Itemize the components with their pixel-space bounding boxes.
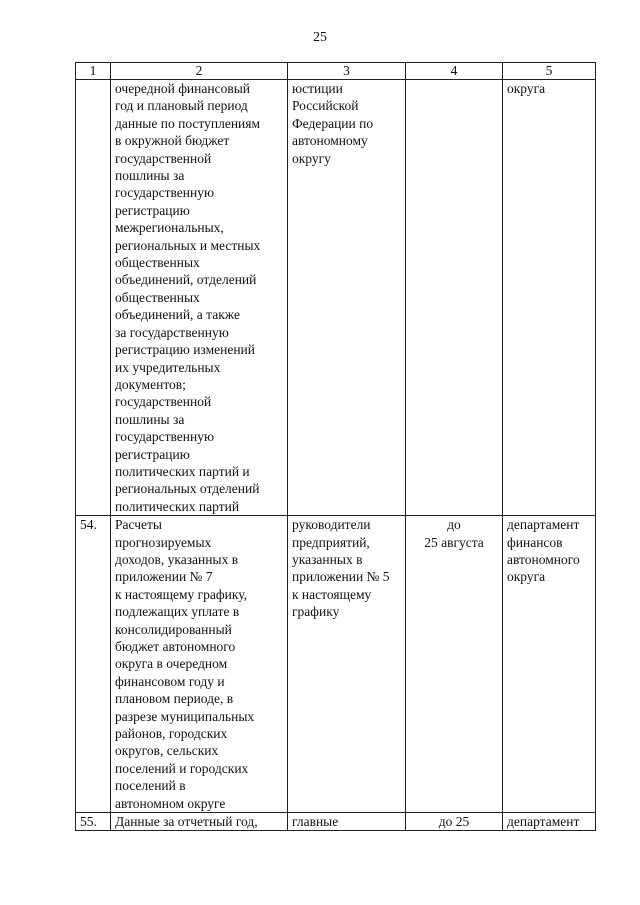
row-deadline: до 25 августа: [406, 516, 503, 813]
schedule-table: [75, 62, 596, 831]
page-number: 25: [313, 30, 327, 45]
row-number: [76, 80, 111, 516]
table-row: [76, 813, 596, 831]
column-header-2: 2: [111, 63, 288, 80]
table-row: [76, 80, 596, 516]
row-recipient: округа: [503, 80, 596, 516]
row-number: 54.: [76, 516, 111, 813]
row-responsible: руководители предприятий, указанных в приложении № 5 к настоящему графику: [288, 516, 406, 813]
row-responsible: главные: [288, 813, 406, 831]
column-header-5: 5: [503, 63, 596, 80]
row-deadline: [406, 80, 503, 516]
header-row: [76, 63, 596, 80]
row-description: очередной финансовый год и плановый период данные по поступлениям в окружной бюджет государственной пошлины за государственную регистрацию межрегиональных, региональных и местных общественных объединений, отделений общественных объединений, а также за государственную регистрацию изменений их учредительных документов; государственной пошлины за государственную регистрацию политических партий и региональных отделений политических партий: [111, 80, 288, 516]
column-header-3: 3: [288, 63, 406, 80]
row-recipient: департамент: [503, 813, 596, 831]
column-header-4: 4: [406, 63, 503, 80]
column-header-1: 1: [76, 63, 111, 80]
row-recipient: департамент финансов автономного округа: [503, 516, 596, 813]
row-number: 55.: [76, 813, 111, 831]
row-responsible: юстиции Российской Федерации по автономному округу: [288, 80, 406, 516]
row-description: Данные за отчетный год,: [111, 813, 288, 831]
table-row: [76, 516, 596, 813]
row-deadline: до 25: [406, 813, 503, 831]
row-description: Расчеты прогнозируемых доходов, указанных в приложении № 7 к настоящему графику, подлежащих уплате в консолидированный бюджет автономного округа в очередном финансовом году и плановом периоде, в разрезе муниципальных районов, городских округов, сельских поселений и городских поселений в автономном округе: [111, 516, 288, 813]
